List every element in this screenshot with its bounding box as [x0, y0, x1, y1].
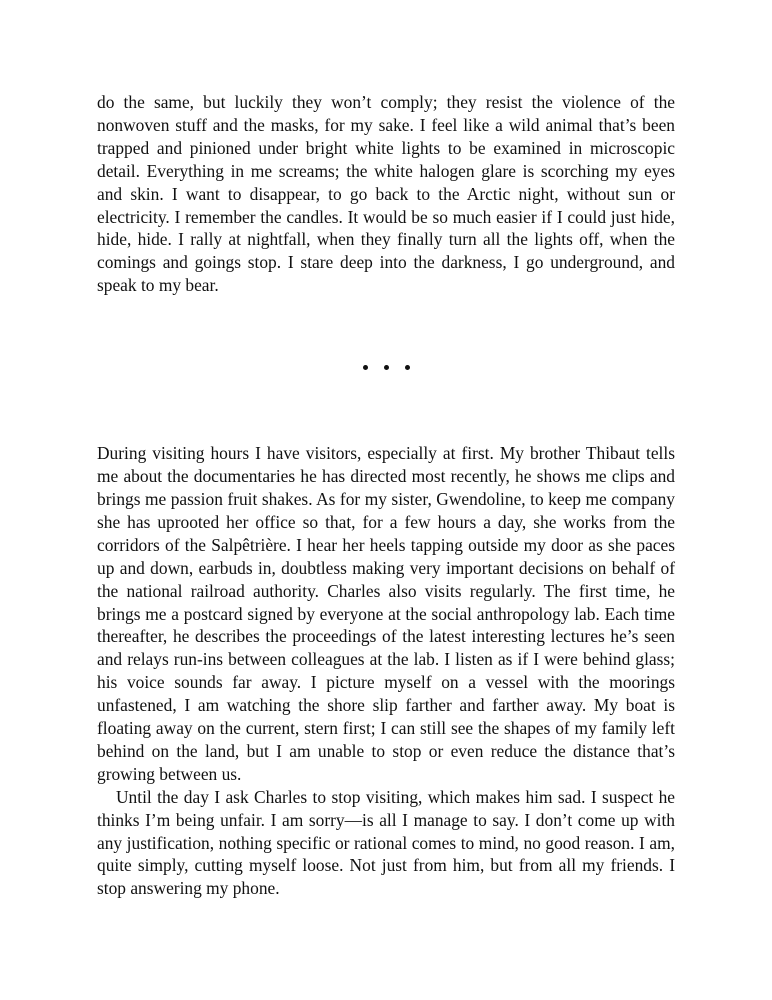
paragraph-charles-stops-visiting: Until the day I ask Charles to stop visiting, which makes him sad. I suspect he thinks I’m being unfair. I am sorry—is all I manage to say. I don’t come up with any justification, nothing specific or rational comes to mind, no good reason. I am, quite simply, cutting myself loose. Not just from him, but from all my friends. I stop answering my phone. [97, 786, 675, 899]
section-break-dot [405, 365, 410, 370]
section-break-dot [384, 365, 389, 370]
section-break [97, 293, 675, 442]
book-page [97, 91, 675, 900]
section-break-dot [363, 365, 368, 370]
paragraph-visiting-hours: During visiting hours I have visitors, especially at first. My brother Thibaut tells me about the documentaries he has directed most recently, he shows me clips and brings me passion fruit shakes. As for my sister, Gwendoline, to keep me company she has uprooted her office so that, for a few hours a day, she works from the corridors of the Salpêtrière. I hear her heels tapping outside my door as she paces up and down, earbuds in, doubtless making very important decisions on behalf of the national railroad authority. Charles also visits regularly. The first time, he brings me a postcard signed by everyone at the social anthropology lab. Each time thereafter, he describes the proceedings of the latest interesting lectures he’s seen and relays run-ins between colleagues at the lab. I listen as if I were behind glass; his voice sounds far away. I picture myself on a vessel with the moorings unfastened, I am watching the shore slip farther and farther away. My boat is floating away on the current, stern first; I can still see the shapes of my family left behind on the land, but I am unable to stop or even reduce the distance that’s growing between us. [97, 443, 675, 784]
paragraph-arctic-night: do the same, but luckily they won’t comply; they resist the violence of the nonwoven stuff and the masks, for my sake. I feel like a wild animal that’s been trapped and pinioned under bright white lights to be examined in microscopic detail. Everything in me screams; the white halogen glare is scorching my eyes and skin. I want to disappear, to go back to the Arctic night, without sun or electricity. I remember the candles. It would be so much easier if I could just hide, hide, hide. I rally at nightfall, when they finally turn all the lights off, when the comings and goings stop. I stare deep into the darkness, I go underground, and speak to my bear. [97, 92, 675, 296]
